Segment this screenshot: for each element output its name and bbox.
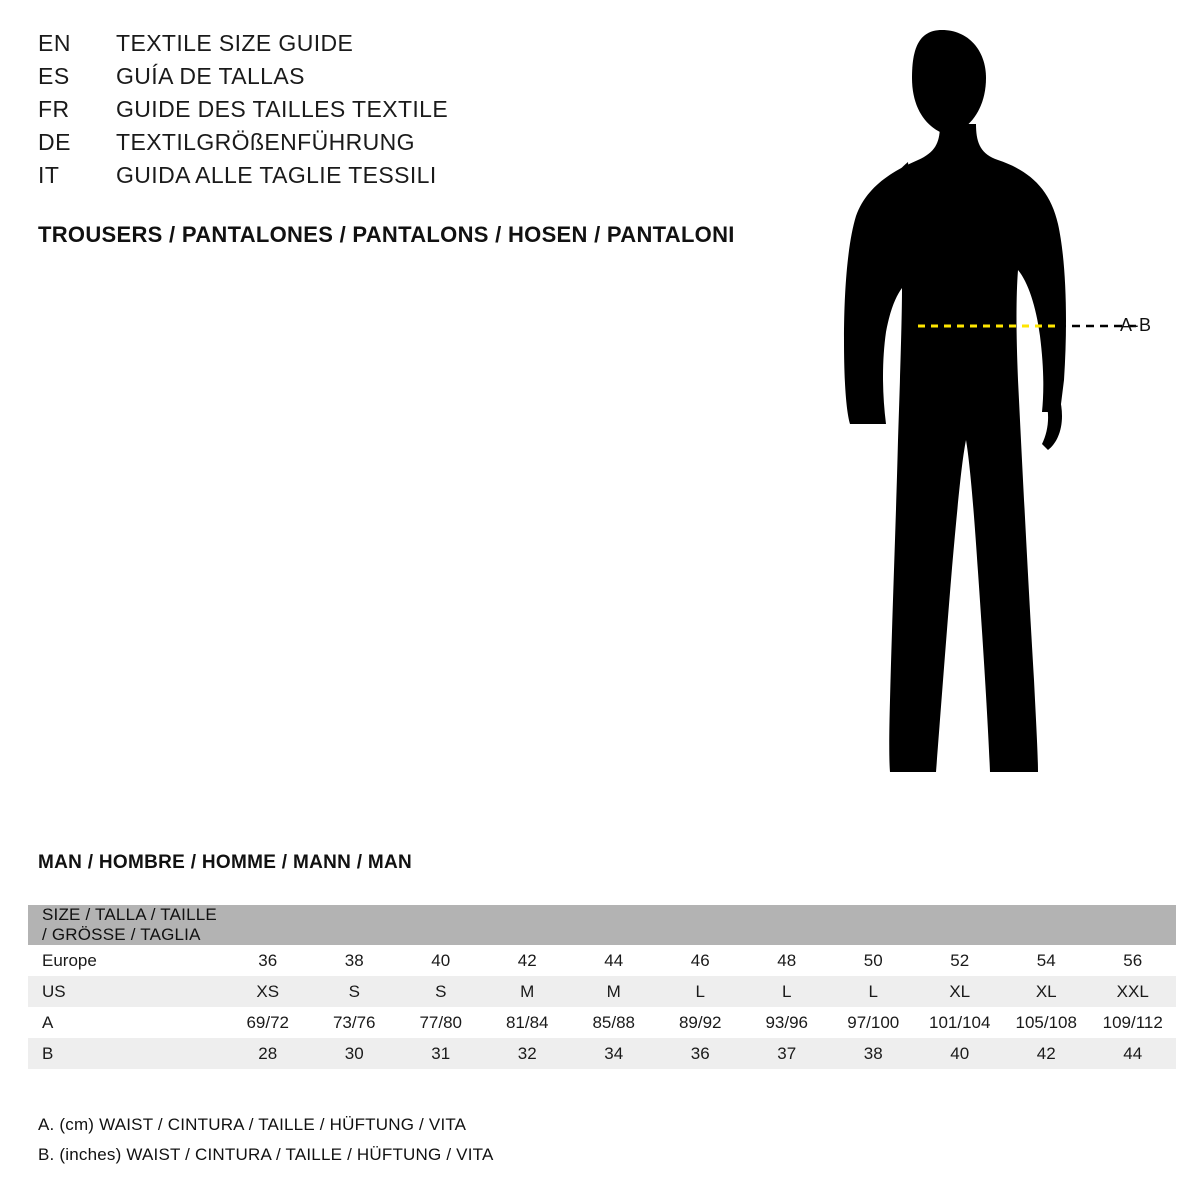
language-title: TEXTILE SIZE GUIDE: [116, 30, 354, 56]
table-header-spacer: [743, 905, 830, 945]
language-title-list: [38, 30, 798, 195]
table-header-spacer: [657, 905, 744, 945]
table-cell: 34: [570, 1038, 657, 1069]
table-cell: L: [657, 976, 744, 1007]
table-cell: M: [570, 976, 657, 1007]
language-row: [38, 30, 798, 63]
table-cell: 36: [224, 945, 311, 976]
table-cell: 40: [397, 945, 484, 976]
language-title: GUIDA ALLE TAGLIE TESSILI: [116, 162, 437, 188]
table-cell: 52: [916, 945, 1003, 976]
language-code: ES: [38, 63, 70, 89]
man-silhouette-figure: [790, 20, 1190, 810]
table-header-spacer: [916, 905, 1003, 945]
size-table: [28, 905, 1176, 1069]
table-cell: 37: [743, 1038, 830, 1069]
table-cell: 50: [830, 945, 917, 976]
table-header-spacer: [1003, 905, 1090, 945]
table-cell: XXL: [1089, 976, 1176, 1007]
table-cell: L: [743, 976, 830, 1007]
table-cell: L: [830, 976, 917, 1007]
table-cell: 40: [916, 1038, 1003, 1069]
table-cell: M: [484, 976, 571, 1007]
table-cell: 54: [1003, 945, 1090, 976]
table-cell: S: [397, 976, 484, 1007]
table-cell: 89/92: [657, 1007, 744, 1038]
table-cell: 30: [311, 1038, 398, 1069]
table-cell: 32: [484, 1038, 571, 1069]
table-cell: 42: [1003, 1038, 1090, 1069]
row-label: B: [28, 1038, 224, 1069]
row-label: Europe: [28, 945, 224, 976]
table-cell: 44: [570, 945, 657, 976]
table-cell: 46: [657, 945, 744, 976]
table-cell: 85/88: [570, 1007, 657, 1038]
table-cell: 48: [743, 945, 830, 976]
language-title: GUÍA DE TALLAS: [116, 63, 305, 89]
table-header-spacer: [570, 905, 657, 945]
row-label: US: [28, 976, 224, 1007]
table-cell: 42: [484, 945, 571, 976]
language-row: [38, 129, 798, 162]
language-code: IT: [38, 162, 60, 188]
table-cell: 109/112: [1089, 1007, 1176, 1038]
table-cell: 31: [397, 1038, 484, 1069]
language-title: TEXTILGRÖßENFÜHRUNG: [116, 129, 415, 155]
table-cell: XL: [916, 976, 1003, 1007]
language-row: [38, 162, 798, 195]
table-cell: 38: [311, 945, 398, 976]
table-header-label: SIZE / TALLA / TAILLE / GRÖSSE / TAGLIA: [28, 905, 224, 945]
table-cell: 93/96: [743, 1007, 830, 1038]
language-row: [38, 96, 798, 129]
table-header-spacer: [311, 905, 398, 945]
table-cell: 38: [830, 1038, 917, 1069]
table-cell: 44: [1089, 1038, 1176, 1069]
table-header-spacer: [1089, 905, 1176, 945]
table-header-spacer: [224, 905, 311, 945]
language-code: DE: [38, 129, 71, 155]
table-cell: 105/108: [1003, 1007, 1090, 1038]
language-code: FR: [38, 96, 70, 122]
table-cell: XS: [224, 976, 311, 1007]
table-cell: 36: [657, 1038, 744, 1069]
table-header-spacer: [830, 905, 917, 945]
table-cell: 73/76: [311, 1007, 398, 1038]
table-header-spacer: [484, 905, 571, 945]
table-header-row: [28, 905, 1176, 945]
table-cell: 81/84: [484, 1007, 571, 1038]
table-cell: 28: [224, 1038, 311, 1069]
language-row: [38, 63, 798, 96]
language-code: EN: [38, 30, 71, 56]
garment-type-label: TROUSERS / PANTALONES / PANTALONS / HOSEN / PANTALONI: [38, 222, 735, 247]
table-cell: 97/100: [830, 1007, 917, 1038]
measure-ab-label: A-B: [1120, 315, 1152, 335]
row-label: A: [28, 1007, 224, 1038]
table-cell: 77/80: [397, 1007, 484, 1038]
table-header-spacer: [397, 905, 484, 945]
footnotes: [38, 1110, 494, 1170]
table-cell: XL: [1003, 976, 1090, 1007]
table-cell: S: [311, 976, 398, 1007]
table-cell: 56: [1089, 945, 1176, 976]
table-row: [28, 1007, 1176, 1038]
table-cell: 69/72: [224, 1007, 311, 1038]
table-cell: 101/104: [916, 1007, 1003, 1038]
footnote-a: A. (cm) WAIST / CINTURA / TAILLE / HÜFTUNG / VITA: [38, 1115, 467, 1134]
table-row: [28, 945, 1176, 976]
table-row: [28, 1038, 1176, 1069]
language-title: GUIDE DES TAILLES TEXTILE: [116, 96, 449, 122]
table-section-title: MAN / HOMBRE / HOMME / MANN / MAN: [38, 852, 413, 873]
footnote-b: B. (inches) WAIST / CINTURA / TAILLE / HÜFTUNG / VITA: [38, 1145, 494, 1164]
table-row: [28, 976, 1176, 1007]
